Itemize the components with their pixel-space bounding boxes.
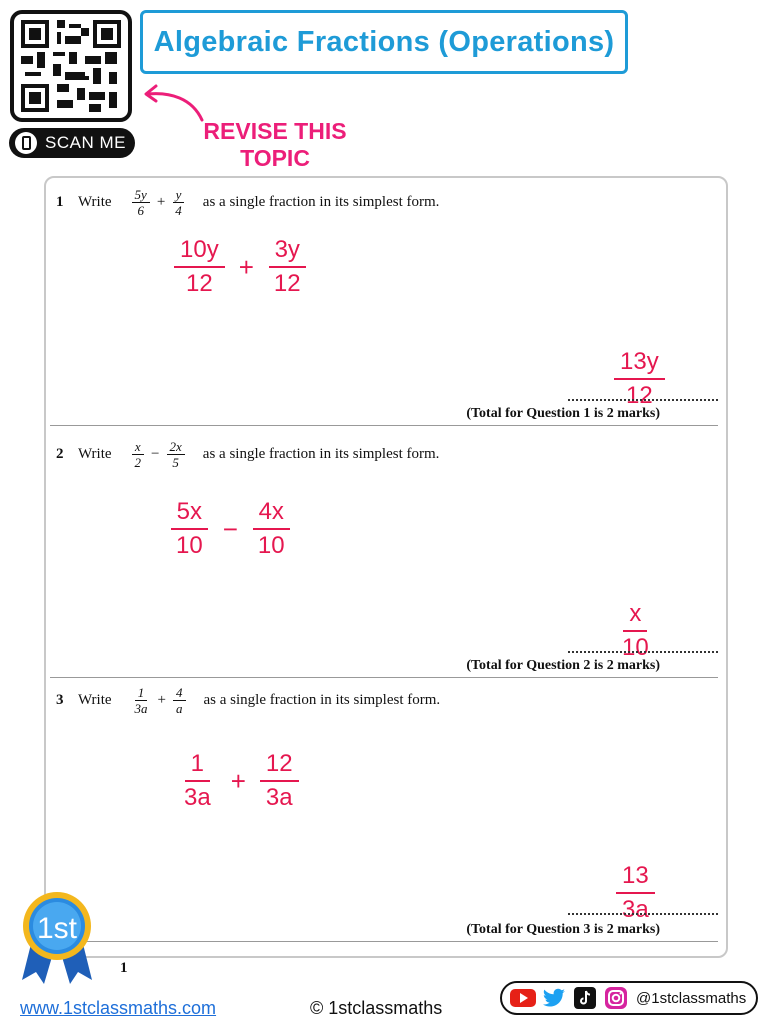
question-1 [50, 182, 718, 426]
instruction-text: as a single fraction in its simplest form. [202, 445, 440, 462]
social-bar[interactable] [500, 981, 758, 1015]
scan-me-button[interactable] [9, 128, 135, 158]
copyright-text: © 1stclassmaths [310, 998, 443, 1018]
youtube-icon[interactable] [510, 987, 536, 1009]
answer-line [568, 651, 718, 653]
working-fraction-2: $\frac{3y}{12}$ [268, 236, 307, 298]
working-fraction-2: $\frac{12}{3a}$ [260, 750, 299, 812]
handwritten-answer: 13y 12 [614, 348, 665, 410]
question-2-total: (Total for Question 2 is 2 marks) [466, 658, 660, 673]
qr-code[interactable] [10, 10, 132, 122]
question-2-prompt [56, 434, 439, 474]
revise-topic-link[interactable] [185, 118, 365, 172]
write-label: Write [78, 193, 112, 210]
phone-icon [15, 132, 37, 154]
handwritten-answer: 13 3a [616, 862, 655, 924]
scan-me-label: SCAN ME [45, 133, 126, 152]
tiktok-icon[interactable] [572, 987, 598, 1009]
question-3 [50, 680, 718, 942]
revise-line-1: REVISE THIS [203, 118, 347, 144]
prompt-fraction-1: $\frac{5y}{6}$ [132, 187, 150, 218]
title-box [140, 10, 628, 74]
badge-text: 1st [36, 912, 78, 945]
answer-line [568, 399, 718, 401]
divider [50, 677, 718, 678]
question-1-total: (Total for Question 1 is 2 marks) [466, 406, 660, 421]
first-place-badge-icon [14, 890, 100, 986]
page-number: 1 [120, 960, 128, 976]
working-operator: − [222, 513, 238, 544]
prompt-operator: − [151, 445, 160, 462]
divider [50, 425, 718, 426]
prompt-fraction-2: $\frac{y}{4}$ [172, 187, 185, 218]
question-2 [50, 434, 718, 678]
question-1-prompt [56, 182, 439, 222]
question-number: 1 [56, 193, 64, 210]
working-fraction-1: 1 3a [184, 750, 211, 811]
question-number: 3 [56, 691, 64, 708]
instruction-text: as a single fraction in its simplest form. [202, 193, 440, 210]
page-title: Algebraic Fractions (Operations) [153, 25, 615, 58]
handwritten-working [178, 750, 299, 812]
twitter-icon[interactable] [541, 987, 567, 1009]
question-number: 2 [56, 445, 64, 462]
instruction-text: as a single fraction in its simplest form. [203, 691, 441, 708]
write-label: Write [78, 445, 112, 462]
question-3-total: (Total for Question 3 is 2 marks) [466, 922, 660, 937]
question-3-prompt [56, 680, 440, 720]
handwritten-working [170, 498, 291, 560]
working-operator: + [238, 251, 254, 282]
working-fraction-1: 5x 10 [170, 498, 209, 560]
prompt-operator: + [156, 193, 166, 210]
revise-line-2: TOPIC [240, 145, 310, 171]
working-fraction-1: 10y 12 [174, 236, 225, 298]
divider [50, 941, 718, 942]
social-handle: @1stclassmaths [636, 989, 747, 1007]
handwritten-answer: x 10 [622, 600, 649, 661]
instagram-icon[interactable] [603, 987, 629, 1009]
working-operator: + [230, 765, 246, 796]
answer-line [568, 913, 718, 915]
working-fraction-2: $\frac{4x}{10}$ [252, 498, 291, 560]
prompt-fraction-2: $\frac{4}{a}$ [173, 685, 186, 716]
prompt-fraction-1: $\frac{x}{2}$ [132, 439, 145, 470]
handwritten-working [174, 236, 307, 298]
prompt-fraction-1: $\frac{1}{3a}$ [134, 684, 148, 716]
website-link[interactable]: www.1stclassmaths.com [20, 998, 217, 1018]
write-label: Write [78, 691, 112, 708]
prompt-fraction-2: $\frac{2x}{5}$ [167, 439, 185, 470]
qr-pattern [20, 20, 122, 112]
prompt-operator: + [157, 691, 167, 708]
